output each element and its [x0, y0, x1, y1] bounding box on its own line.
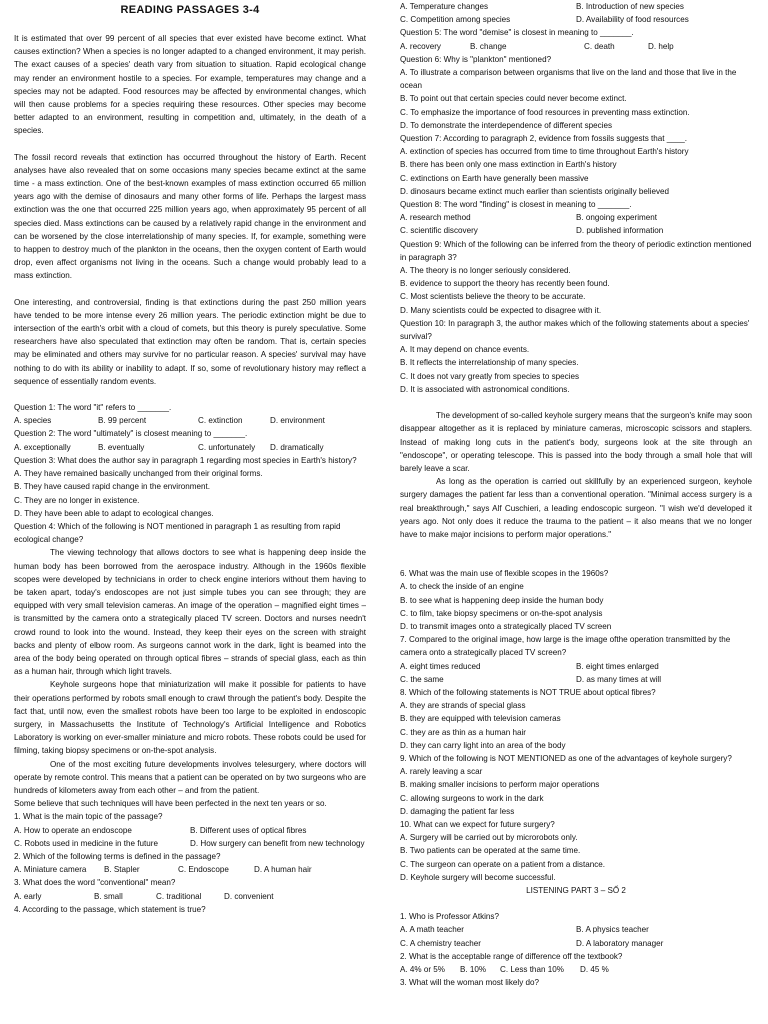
- option[interactable]: B. small: [94, 891, 123, 901]
- option[interactable]: D. dinosaurs became extinct much earlier than scientists originally believed: [400, 186, 670, 196]
- passage-4-question-7-options: [400, 660, 752, 686]
- option[interactable]: C. unfortunately: [198, 442, 256, 452]
- listening-question-3: 3. What will the woman most likely do?: [400, 978, 539, 988]
- passage-4-question-3-options: [14, 890, 366, 903]
- option[interactable]: C. allowing surgeons to work in the dark: [400, 793, 544, 803]
- question-8: Question 8: The word "finding" is closest in meaning to _______.: [400, 200, 632, 210]
- option[interactable]: B. ongoing experiment: [576, 213, 657, 223]
- option[interactable]: B. 99 percent: [98, 416, 147, 426]
- passage-4-question-6: 6. What was the main use of flexible scopes in the 1960s?: [400, 569, 609, 579]
- option[interactable]: A. A math teacher: [400, 925, 464, 935]
- left-column: [14, 0, 366, 916]
- option[interactable]: A. recovery: [400, 41, 441, 51]
- option[interactable]: B. 10%: [460, 965, 487, 975]
- option[interactable]: B. making smaller incisions to perform major operations: [400, 780, 600, 790]
- question-2: Question 2: The word "ultimately" is closest meaning to _______.: [14, 429, 248, 439]
- option[interactable]: A. How to operate an endoscope: [14, 825, 132, 835]
- option[interactable]: C. Robots used in medicine in the future: [14, 838, 158, 848]
- option[interactable]: A. Miniature camera: [14, 865, 87, 875]
- option[interactable]: D. They have been able to adapt to ecological changes.: [14, 508, 214, 518]
- passage-4-question-2: 2. Which of the following terms is defined in the passage?: [14, 851, 221, 861]
- option[interactable]: B. eight times enlarged: [576, 661, 659, 671]
- listening-section-title: LISTENING PART 3 – SỐ 2: [526, 886, 626, 895]
- question-1-options: [14, 414, 366, 427]
- option[interactable]: D. dramatically: [270, 442, 324, 452]
- option[interactable]: A. 4% or 5%: [400, 965, 445, 975]
- passage-4-paragraph-1: The viewing technology that allows doctors to see what is happening deep inside the human body has been borrowed from the aerospace industry. Although in the 1960s flexible scopes were developed by technicians in order to check engine interiors without them having to be taken apart, today's endoscopes are not just simple tubes you can see through; they are equipped with very small television cameras. An image of the operation – magnified eight times – is transmitted by the camera onto a strategically placed TV screen. Doctors and nurses needn't crowd round to look into the wound. Instead, they keep their eyes on the screen with straight backs and plenty of elbow room. As surgeons cannot work in the dark, light is beamed into the area of the body being operated on through optical fibres – strands of special glass, each as thin as a human hair, through which light travels.: [14, 548, 366, 677]
- option[interactable]: C. A chemistry teacher: [400, 938, 481, 948]
- option[interactable]: A. exceptionally: [14, 442, 71, 452]
- option[interactable]: A. rarely leaving a scar: [400, 767, 483, 777]
- option[interactable]: A. species: [14, 416, 52, 426]
- option[interactable]: B. A physics teacher: [576, 925, 649, 935]
- option[interactable]: D. damaging the patient far less: [400, 806, 515, 816]
- option[interactable]: D. they can carry light into an area of the body: [400, 740, 566, 750]
- question-5: Question 5: The word "demise" is closest in meaning to _______.: [400, 28, 634, 38]
- option[interactable]: D. A human hair: [254, 865, 312, 875]
- option[interactable]: C. extinctions on Earth have generally been massive: [400, 173, 589, 183]
- option[interactable]: C. scientific discovery: [400, 226, 478, 236]
- option[interactable]: A. It may depend on chance events.: [400, 345, 530, 355]
- option[interactable]: C. It does not vary greatly from species to species: [400, 371, 580, 381]
- question-3: Question 3: What does the author say in paragraph 1 regarding most species in Earth's history?: [14, 455, 357, 465]
- option[interactable]: C. The surgeon can operate on a patient from a distance.: [400, 859, 606, 869]
- option[interactable]: A. They have remained basically unchanged from their original forms.: [14, 469, 263, 479]
- option[interactable]: B. Different uses of optical fibres: [190, 825, 307, 835]
- option[interactable]: D. 45 %: [580, 965, 609, 975]
- option[interactable]: A. To illustrate a comparison between organisms that live on the land and those that live in the ocean: [400, 68, 737, 91]
- option[interactable]: D. convenient: [224, 891, 274, 901]
- option[interactable]: B. change: [470, 41, 507, 51]
- option[interactable]: A. research method: [400, 213, 471, 223]
- passage-4-intro-paragraph-1: The development of so-called keyhole surgery means that the surgeon's knife may soon disappear altogether as it is replaced by miniature cameras, microscopic scissors and staplers. Instead of making long cuts in the patient's body, surgeons look at the site through an "endoscope", or operating telescope. This is passed into the body through a small hole that will barely leave a scar.: [400, 411, 752, 473]
- option[interactable]: D. help: [648, 41, 674, 51]
- option[interactable]: C. Most scientists believe the theory to be accurate.: [400, 292, 586, 302]
- option[interactable]: D. Keyhole surgery will become successful.: [400, 872, 556, 882]
- question-2-options: [14, 441, 366, 454]
- question-5-options: [400, 40, 752, 53]
- passage-4-question-10: 10. What can we expect for future surgery?: [400, 819, 555, 829]
- passage-4-question-7: 7. Compared to the original image, how large is the image ofthe operation transmitted by the camera onto a strategically placed TV screen?: [400, 635, 731, 658]
- passage-4-question-4: 4. According to the passage, which statement is true?: [14, 904, 206, 914]
- passage-4-question-1: 1. What is the main topic of the passage?: [14, 812, 163, 822]
- question-8-options: [400, 211, 752, 237]
- passage-3-paragraph-1: It is estimated that over 99 percent of all species that ever existed have become extinct. What causes extinction? When a species is no longer adapted to a changed environment, it may perish. The exact causes of a species' death vary from situation to situation. Rapid ecological change may render an environment hostile to a species. For example, temperatures may change and a species may not be adapted. Food resources may be affected by environmental changes, which will then cause problems for a species requiring these resources. Other species may become better adapted to an environment, resulting in competition and, ultimately, in the death of a species.: [14, 34, 366, 136]
- option[interactable]: D. environment: [270, 416, 325, 426]
- option[interactable]: A. Surgery will be carried out by microrobots only.: [400, 833, 578, 843]
- option[interactable]: A. they are strands of special glass: [400, 701, 526, 711]
- option[interactable]: C. Endoscope: [178, 865, 229, 875]
- option[interactable]: C. death: [584, 41, 615, 51]
- option[interactable]: B. Introduction of new species: [576, 2, 684, 11]
- option[interactable]: D. How surgery can benefit from new technology: [190, 838, 365, 848]
- option[interactable]: C. to film, take biopsy specimens or on-the-spot analysis: [400, 608, 603, 618]
- passage-4-question-2-options: [14, 863, 366, 876]
- option[interactable]: A. extinction of species has occurred from time to time throughout Earth's history: [400, 147, 689, 157]
- passage-4-intro-paragraph-2: As long as the operation is carried out skillfully by an experienced surgeon, keyhole surgery damages the patient far less than a conventional operation. "Minimal access surgery is a real breakthrough," says Alf Cuschieri, a leading endoscopic surgeon. "I wish we'd developed it years ago. Not only does it reduce the trauma to the patient – it also means that we no longer have to make major incisions to perform major operations.": [400, 477, 752, 539]
- page-title: READING PASSAGES 3-4: [120, 4, 260, 16]
- right-column: [400, 0, 752, 989]
- option[interactable]: C. To emphasize the importance of food resources in preventing mass extinction.: [400, 107, 690, 117]
- passage-4-paragraph-3: One of the most exciting future developments involves telesurgery, where doctors will operate by remote control. This means that a patient can be operated on by two surgeons who are hundreds of kilometers away from each other – and from the patient.: [14, 759, 366, 795]
- passage-4-question-9: 9. Which of the following is NOT MENTIONED as one of the advantages of keyhole surgery?: [400, 753, 732, 763]
- option[interactable]: C. Competition among species: [400, 15, 511, 25]
- option[interactable]: C. they are as thin as a human hair: [400, 727, 526, 737]
- option[interactable]: A. eight times reduced: [400, 661, 481, 671]
- option[interactable]: B. Two patients can be operated at the same time.: [400, 846, 581, 856]
- option[interactable]: B. They have caused rapid change in the environment.: [14, 482, 211, 492]
- passage-3-paragraph-2: The fossil record reveals that extinction has occurred throughout the history of Earth. Recent analyses have also revealed that on some occasions many species became extinct at the same time - a mass extinction. One of the best-known examples of mass extinction occurred 65 million years ago with the demise of dinosaurs and many other forms of life. Perhaps the largest mass extinction was the one that occurred 225 million years ago, when approximately 95 percent of all species died. Mass extinctions can be caused by a relatively rapid change in the environment and can be worsened by the close interrelationship of many species. If, for example, something were to happen to destroy much of the plankton in the oceans, then the oxygen content of Earth would drop, even affect organisms not living in the oceans. Such a change would probably lead to a mass extinction.: [14, 152, 366, 281]
- passage-4-paragraph-4: Some believe that such techniques will have been perfected in the next ten years or so.: [14, 799, 327, 809]
- option[interactable]: D. Many scientists could be expected to disagree with it.: [400, 305, 602, 315]
- option[interactable]: B. evidence to support the theory has recently been found.: [400, 279, 610, 289]
- option[interactable]: D. published information: [576, 226, 664, 236]
- option[interactable]: D. It is associated with astronomical conditions.: [400, 384, 570, 394]
- passage-4-paragraph-2: Keyhole surgeons hope that miniaturization will make it possible for patients to have their operations performed by robots small enough to crawl through the patient's body. Despite the fact that, until now, even the smallest robots have been too large to be exploited in endoscopic surgery, in Massachusetts the Institute of Technology's Artificial Intelligence and Robotics Laboratory is working on ever-smaller miniature and micro robots. These robots could be used for filming, taking biopsy specimens or on-the-spot analysis.: [14, 680, 366, 756]
- listening-question-2: 2. What is the acceptable range of difference off the textbook?: [400, 951, 623, 961]
- option[interactable]: A. to check the inside of an engine: [400, 582, 524, 592]
- option[interactable]: C. extinction: [198, 416, 243, 426]
- option[interactable]: D. A laboratory manager: [576, 938, 664, 948]
- option[interactable]: C. traditional: [156, 891, 202, 901]
- passage-4-question-1-options: [14, 824, 366, 850]
- option[interactable]: D. Availability of food resources: [576, 15, 689, 25]
- listening-question-1: 1. Who is Professor Atkins?: [400, 912, 499, 922]
- listening-question-2-options: [400, 963, 752, 976]
- passage-4-question-3: 3. What does the word "conventional" mean?: [14, 878, 176, 888]
- passage-4-question-8: 8. Which of the following statements is NOT TRUE about optical fibres?: [400, 687, 656, 697]
- question-10: Question 10: In paragraph 3, the author makes which of the following statements about a species' survival?: [400, 318, 750, 342]
- option[interactable]: C. They are no longer in existence.: [14, 495, 140, 505]
- option[interactable]: D. To demonstrate the interdependence of different species: [400, 120, 613, 130]
- listening-question-1-options: [400, 923, 752, 949]
- option[interactable]: B. To point out that certain species could never become extinct.: [400, 94, 627, 104]
- question-7: Question 7: According to paragraph 2, evidence from fossils suggests that ____.: [400, 134, 688, 144]
- option[interactable]: C. Less than 10%: [500, 965, 564, 975]
- question-6: Question 6: Why is "plankton" mentioned?: [400, 54, 552, 64]
- passage-3-paragraph-3: One interesting, and controversial, finding is that extinctions during the past 250 million years have tended to be more intense every 26 million years. The periodic extinction might be due to intersection of the earth's orbit with a cloud of comets, but this theory is purely speculative. Some researchers have also speculated that extinction may often be random. That is, certain species may be eliminated and others may survive for no particular reason. A species' survival may have nothing to do with its ability or inability to adapt. If so, some of revolutionary history may reflect a sequence of essentially random events.: [14, 297, 366, 386]
- question-1: Question 1: The word "it" refers to _______.: [14, 403, 172, 413]
- option[interactable]: B. It reflects the interrelationship of many species.: [400, 358, 579, 368]
- option[interactable]: B. there has been only one mass extinction in Earth's history: [400, 160, 617, 170]
- option[interactable]: A. The theory is no longer seriously considered.: [400, 266, 571, 276]
- option[interactable]: A. early: [14, 891, 42, 901]
- option[interactable]: B. Stapler: [104, 865, 140, 875]
- question-4-options: [400, 0, 752, 26]
- option[interactable]: B. to see what is happening deep inside the human body: [400, 595, 604, 605]
- option[interactable]: B. eventually: [98, 442, 145, 452]
- option[interactable]: D. to transmit images onto a strategically placed TV screen: [400, 621, 612, 631]
- question-9: Question 9: Which of the following can be inferred from the theory of periodic extinction mentioned in paragraph 3?: [400, 239, 752, 262]
- option[interactable]: D. as many times at will: [576, 674, 662, 684]
- question-4: Question 4: Which of the following is NOT mentioned in paragraph 1 as resulting from rapid ecological change?: [14, 521, 341, 545]
- option[interactable]: B. they are equipped with television cameras: [400, 714, 561, 724]
- option[interactable]: C. the same: [400, 674, 444, 684]
- option[interactable]: A. Temperature changes: [400, 2, 489, 11]
